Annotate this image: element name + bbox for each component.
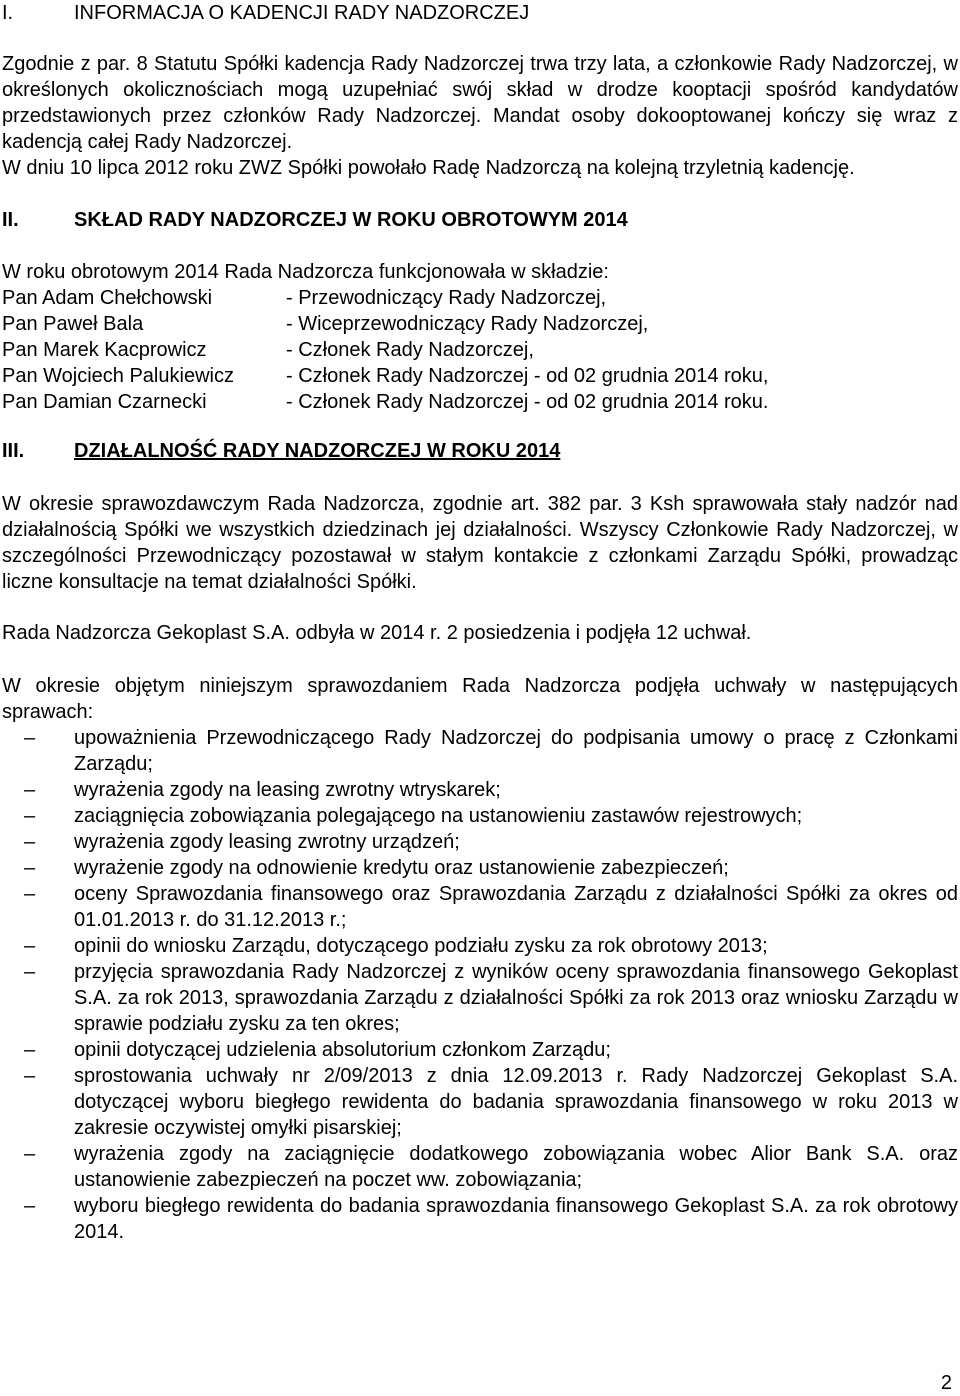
dash-bullet: – [24, 1195, 36, 1217]
member-name: Pan Wojciech Palukiewicz [2, 365, 234, 387]
dash-bullet: – [24, 935, 36, 957]
member-name: Pan Paweł Bala [2, 313, 144, 335]
list-item [22, 725, 958, 777]
list-item [22, 1037, 958, 1063]
list-item [22, 855, 958, 881]
list-item-text: upoważnienia Przewodniczącego Rady Nadzorczej do podpisania umowy o pracę z Członkami Zarządu; [74, 727, 958, 775]
list-item-text: oceny Sprawozdania finansowego oraz Sprawozdania Zarządu z działalności Spółki za okres od 01.01.2013 r. do 31.12.2013 r.; [74, 883, 958, 931]
dash-bullet: – [24, 857, 36, 879]
dash-bullet: – [24, 1143, 36, 1165]
dash-bullet: – [24, 831, 36, 853]
section-3-paragraph-1: W okresie sprawozdawczym Rada Nadzorcza, zgodnie art. 382 par. 3 Ksh sprawowała stały nadzór nad działalnością Spółki we wszystkich dziedzinach jej działalności. Wszyscy Członkowie Rady Nadzorczej, w szczególności Przewodniczący pozostawał w stałym kontakcie z członkami Zarządu Spółki, prowadząc liczne konsultacje na temat działalności Spółki. [2, 493, 958, 593]
list-item [22, 959, 958, 1037]
section-3-number: III. [2, 440, 25, 462]
dash-bullet: – [24, 805, 36, 827]
list-item-text: wyboru biegłego rewidenta do badania sprawozdania finansowego Gekoplast S.A. za rok obrotowy 2014. [74, 1195, 958, 1243]
section-3-heading [2, 438, 560, 464]
member-name: Pan Adam Chełchowski [2, 287, 213, 309]
section-3-paragraph-2: Rada Nadzorcza Gekoplast S.A. odbyła w 2014 r. 2 posiedzenia i podjęła 12 uchwał. [2, 622, 752, 644]
section-1-heading [2, 0, 529, 26]
member-row [2, 285, 902, 311]
resolutions-list [22, 725, 958, 1245]
section-2-title: SKŁAD RADY NADZORCZEJ W ROKU OBROTOWYM 2014 [74, 209, 628, 231]
dash-bullet: – [24, 779, 36, 801]
list-item-text: opinii do wniosku Zarządu, dotyczącego podziału zysku za rok obrotowy 2013; [74, 935, 768, 957]
list-item-text: zaciągnięcia zobowiązania polegającego na ustanowieniu zastawów rejestrowych; [74, 805, 803, 827]
list-item [22, 1141, 958, 1193]
member-name: Pan Marek Kacprowicz [2, 339, 207, 361]
member-name: Pan Damian Czarnecki [2, 391, 207, 413]
section-1-paragraph-2: W dniu 10 lipca 2012 roku ZWZ Spółki powołało Radę Nadzorczą na kolejną trzyletnią kadencję. [2, 157, 855, 179]
page-number: 2 [940, 1372, 952, 1394]
list-item-text: przyjęcia sprawozdania Rady Nadzorczej z wyników oceny sprawozdania finansowego Gekoplast S.A. za rok 2013, sprawozdania Zarządu z działalności Spółki za rok 2013 oraz wniosku Zarządu w sprawie podziału zysku za ten okres; [74, 961, 958, 1035]
members-list [2, 285, 902, 415]
section-1-title: INFORMACJA O KADENCJI RADY NADZORCZEJ [74, 2, 530, 24]
section-3-paragraph-3: W okresie objętym niniejszym sprawozdaniem Rada Nadzorcza podjęła uchwały w następujących sprawach: [2, 675, 958, 723]
list-item-text: wyrażenia zgody leasing zwrotny urządzeń; [74, 831, 460, 853]
dash-bullet: – [24, 883, 36, 905]
list-item [22, 1193, 958, 1245]
dash-bullet: – [24, 1065, 36, 1087]
member-row [2, 311, 902, 337]
section-2-heading [2, 207, 628, 233]
list-item [22, 1063, 958, 1141]
list-item-text: wyrażenia zgody na leasing zwrotny wtryskarek; [74, 779, 501, 801]
list-item [22, 777, 958, 803]
list-item-text: wyrażenie zgody na odnowienie kredytu oraz ustanowienie zabezpieczeń; [74, 857, 729, 879]
section-1-number: I. [2, 2, 14, 24]
list-item [22, 881, 958, 933]
member-role: - Członek Rady Nadzorczej - od 02 grudnia 2014 roku. [286, 391, 769, 413]
member-role: - Członek Rady Nadzorczej - od 02 grudnia 2014 roku, [286, 365, 769, 387]
dash-bullet: – [24, 961, 36, 983]
list-item-text: sprostowania uchwały nr 2/09/2013 z dnia 12.09.2013 r. Rady Nadzorczej Gekoplast S.A. dotyczącej wyboru biegłego rewidenta do badania sprawozdania finansowego w roku 2013 w zakresie oczywistej omyłki pisarskiej; [74, 1065, 958, 1139]
list-item-text: opinii dotyczącej udzielenia absolutorium członkom Zarządu; [74, 1039, 611, 1061]
member-row [2, 363, 902, 389]
member-role: - Członek Rady Nadzorczej, [286, 339, 534, 361]
member-row [2, 389, 902, 415]
section-3-title: DZIAŁALNOŚĆ RADY NADZORCZEJ W ROKU 2014 [74, 440, 561, 462]
list-item-text: wyrażenia zgody na zaciągnięcie dodatkowego zobowiązania wobec Alior Bank S.A. oraz ustanowienie zabezpieczeń na poczet ww. zobowiązania; [74, 1143, 958, 1191]
list-item [22, 803, 958, 829]
member-role: - Wiceprzewodniczący Rady Nadzorczej, [286, 313, 649, 335]
section-2-number: II. [2, 209, 19, 231]
list-item [22, 933, 958, 959]
member-role: - Przewodniczący Rady Nadzorczej, [286, 287, 607, 309]
list-item [22, 829, 958, 855]
section-2-intro: W roku obrotowym 2014 Rada Nadzorcza funkcjonowała w składzie: [2, 261, 609, 283]
member-row [2, 337, 902, 363]
dash-bullet: – [24, 727, 36, 749]
dash-bullet: – [24, 1039, 36, 1061]
section-1-paragraph-1: Zgodnie z par. 8 Statutu Spółki kadencja Rady Nadzorczej trwa trzy lata, a członkowie Rady Nadzorczej, w określonych okolicznościach mogą uzupełniać swój skład w drodze kooptacji spośród kandydatów przedstawionych przez członków Rady Nadzorczej. Mandat osoby dokooptowanej kończy się wraz z kadencją całej Rady Nadzorczej. [2, 53, 958, 153]
